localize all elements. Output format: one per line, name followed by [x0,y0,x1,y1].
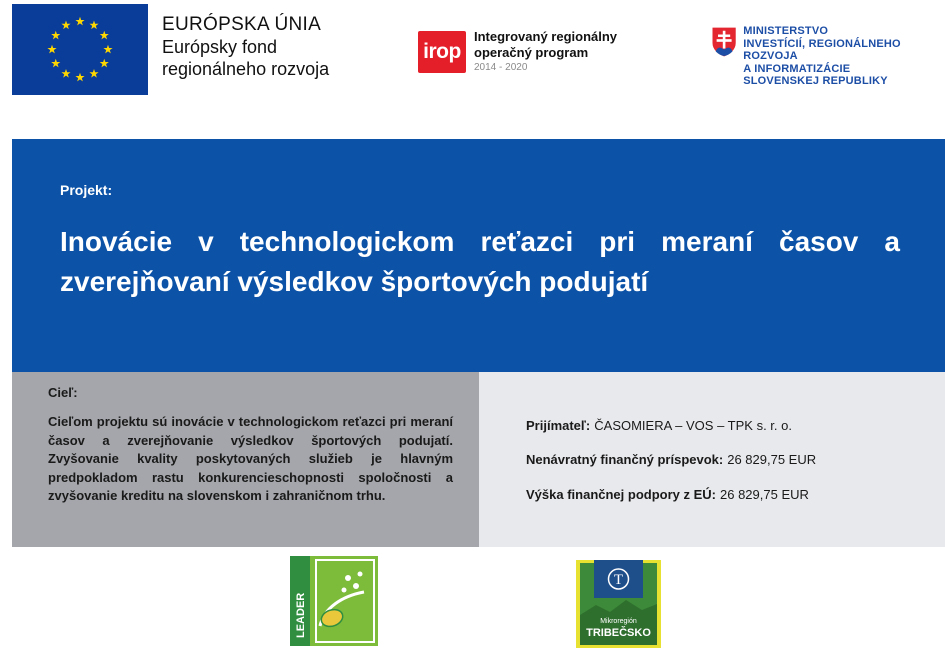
tribecsko-logo [576,560,661,648]
grant-value: 26 829,75 EUR [727,452,817,467]
project-banner [12,139,945,372]
ministry-line-1: MINISTERSTVO [743,25,829,37]
irop-line-1: Integrovaný regionálny [474,29,618,44]
goal-panel [12,372,479,547]
irop-years: 2014 - 2020 [474,62,528,73]
project-title: Inovácie v technologickom reťazci pri meraní časov a zverejňovaní výsledkov športových podujatí [60,226,900,297]
grant-label: Nenávratný finančný príspevok: [526,452,724,467]
svg-text:T: T [613,572,624,588]
tribecsko-line-1: Mikroregión [600,618,637,625]
ministry-line-2: INVESTÍCIÍ, REGIONÁLNEHO ROZVOJA [743,37,901,62]
leader-text: LEADER [295,592,307,638]
recipient-row [526,418,792,433]
details-panel [479,372,945,547]
goal-text: Cieľom projektu sú inovácie v technologickom reťazci pri meraní časov a zverejňovanie výsledkov športových podujatí. Zvyšovanie kvality poskytovaných služieb je hlavným predpokladom rastu konkurencieschopnosti spoločnosti a zvyšovanie kreditu na slovenskom i zahraničnom trhu. [48,414,453,503]
eu-support-label: Výška finančnej podpory z EÚ: [526,487,716,502]
irop-logo-block [418,31,617,74]
recipient-value: ČASOMIERA – VOS – TPK s. r. o. [594,418,792,433]
slovak-coat-of-arms-icon [711,25,737,59]
eu-flag-svg [12,4,148,95]
recipient-label: Prijímateľ: [526,418,591,433]
grant-row [526,452,816,467]
ministry-text [743,25,945,88]
irop-line-2: operačný program [474,45,589,60]
irop-text [474,29,617,74]
ministry-line-4: SLOVENSKEJ REPUBLIKY [743,75,888,87]
eu-fund-line-2: regionálneho rozvoja [162,59,330,79]
leader-logo [290,556,378,646]
eu-title: EURÓPSKA ÚNIA [162,14,322,35]
eu-logo-text [162,14,329,80]
ministry-line-3: A INFORMATIZÁCIE [743,62,851,75]
irop-logo: irop [418,31,466,73]
eu-support-row [526,487,809,502]
eu-fund-line: Európsky fond [162,37,278,57]
eu-support-value: 26 829,75 EUR [720,487,809,502]
tribecsko-logo-svg [576,560,661,648]
goal-label: Cieľ: [48,385,78,400]
leader-logo-svg [290,556,378,646]
project-label: Projekt: [60,182,113,198]
ministry-logo-block [711,25,945,88]
tribecsko-line-2: TRIBEČSKO [586,627,651,639]
eu-flag-logo [12,4,148,95]
